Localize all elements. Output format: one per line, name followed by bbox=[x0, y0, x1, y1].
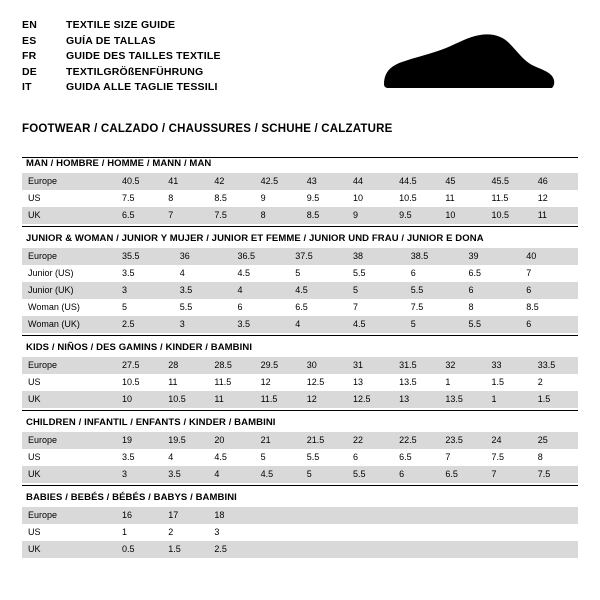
row-label: UK bbox=[22, 391, 116, 408]
cell: 6 bbox=[410, 268, 416, 278]
language-code: FR bbox=[22, 50, 37, 62]
language-row bbox=[22, 34, 221, 50]
cell: 17 bbox=[162, 507, 208, 524]
table-row bbox=[22, 248, 578, 265]
cell-empty bbox=[347, 541, 393, 558]
cell: 10 bbox=[439, 207, 485, 224]
cell-empty bbox=[255, 541, 301, 558]
cell: 24 bbox=[486, 432, 532, 449]
cell: 1 bbox=[122, 527, 128, 537]
cell: 11.5 bbox=[491, 193, 509, 203]
language-code: EN bbox=[22, 19, 37, 31]
row-label: Europe bbox=[22, 173, 116, 190]
cell-empty bbox=[532, 507, 578, 524]
cell: 3.5 bbox=[122, 268, 135, 278]
cell: 5.5 bbox=[353, 268, 366, 278]
cell: 6 bbox=[237, 302, 243, 312]
cell: 42 bbox=[208, 173, 254, 190]
cell: 2 bbox=[168, 527, 174, 537]
cell: 12.5 bbox=[347, 391, 393, 408]
cell: 5 bbox=[301, 466, 347, 483]
cell: 11 bbox=[445, 193, 455, 203]
group-divider bbox=[22, 485, 578, 486]
cell: 13.5 bbox=[399, 377, 417, 387]
cell: 5.5 bbox=[306, 452, 320, 462]
group-divider bbox=[22, 410, 578, 411]
cell-empty bbox=[486, 541, 532, 558]
cell: 0.5 bbox=[116, 541, 162, 558]
cell: 4.5 bbox=[237, 268, 251, 278]
cell: 33.5 bbox=[532, 357, 578, 374]
cell: 7.5 bbox=[208, 207, 254, 224]
row-label: UK bbox=[22, 207, 116, 224]
language-code: IT bbox=[22, 81, 32, 93]
cell: 9.5 bbox=[393, 207, 439, 224]
cell: 4.5 bbox=[289, 282, 347, 299]
cell-empty bbox=[301, 541, 347, 558]
table-row bbox=[22, 391, 578, 408]
cell: 25 bbox=[532, 432, 578, 449]
table-row bbox=[22, 432, 578, 449]
cell: 13.5 bbox=[439, 391, 485, 408]
cell: 4.5 bbox=[214, 452, 227, 462]
cell: 10.5 bbox=[486, 207, 532, 224]
cell: 41 bbox=[162, 173, 208, 190]
cell: 6 bbox=[463, 282, 521, 299]
cell: 7 bbox=[445, 452, 451, 462]
cell: 4 bbox=[208, 466, 254, 483]
cell: 40.5 bbox=[116, 173, 162, 190]
cell: 4 bbox=[179, 268, 185, 278]
cell: 10.5 bbox=[162, 391, 208, 408]
cell: 31 bbox=[347, 357, 393, 374]
row-label: Junior (UK) bbox=[22, 282, 116, 299]
cell: 32 bbox=[439, 357, 485, 374]
cell: 12 bbox=[260, 377, 271, 387]
language-row bbox=[22, 80, 221, 96]
cell-empty bbox=[439, 524, 485, 541]
row-label: Junior (US) bbox=[28, 268, 74, 278]
row-label: US bbox=[28, 377, 41, 387]
table-row bbox=[22, 282, 578, 299]
cell: 3 bbox=[116, 466, 162, 483]
cell: 21 bbox=[255, 432, 301, 449]
cell: 2.5 bbox=[208, 541, 254, 558]
cell: 35.5 bbox=[116, 248, 174, 265]
cell-empty bbox=[486, 524, 532, 541]
table-row bbox=[22, 265, 578, 282]
row-label: US bbox=[28, 527, 41, 537]
cell-empty bbox=[255, 524, 301, 541]
cell: 12 bbox=[537, 193, 548, 203]
cell: 4.5 bbox=[255, 466, 301, 483]
row-label: US bbox=[28, 193, 41, 203]
row-label: Europe bbox=[22, 248, 116, 265]
cell: 8 bbox=[255, 207, 301, 224]
language-row bbox=[22, 65, 221, 81]
cell: 31.5 bbox=[393, 357, 439, 374]
cell: 11 bbox=[208, 391, 254, 408]
group-title: JUNIOR & WOMAN / JUNIOR Y MUJER / JUNIOR ET FEMME / JUNIOR UND FRAU / JUNIOR E DONA bbox=[26, 233, 484, 244]
size-group-junior-woman bbox=[22, 233, 578, 336]
cell: 39 bbox=[463, 248, 521, 265]
cell-empty bbox=[393, 541, 439, 558]
cell: 45.5 bbox=[486, 173, 532, 190]
cell: 44 bbox=[347, 173, 393, 190]
cell: 19.5 bbox=[162, 432, 208, 449]
cell: 7.5 bbox=[491, 452, 505, 462]
cell: 9.5 bbox=[306, 193, 320, 203]
section-heading: FOOTWEAR / CALZADO / CHAUSSURES / SCHUHE / CALZATURE bbox=[22, 123, 393, 135]
table-row bbox=[22, 524, 578, 541]
size-table bbox=[22, 432, 578, 483]
table-row bbox=[22, 190, 578, 207]
cell: 23.5 bbox=[439, 432, 485, 449]
cell: 45 bbox=[439, 173, 485, 190]
cell: 42.5 bbox=[255, 173, 301, 190]
cell: 6.5 bbox=[468, 268, 482, 278]
cell-empty bbox=[255, 507, 301, 524]
cell: 7 bbox=[526, 268, 532, 278]
cell: 10.5 bbox=[399, 193, 417, 203]
cell: 10 bbox=[352, 193, 363, 203]
cell: 8.5 bbox=[214, 193, 227, 203]
table-row bbox=[22, 357, 578, 374]
cell: 9 bbox=[347, 207, 393, 224]
group-title: CHILDREN / INFANTIL / ENFANTS / KINDER / BAMBINI bbox=[26, 417, 276, 428]
table-row bbox=[22, 207, 578, 224]
cell: 11 bbox=[532, 207, 578, 224]
row-label: Woman (US) bbox=[28, 302, 80, 312]
cell: 3 bbox=[116, 282, 174, 299]
cell: 11.5 bbox=[255, 391, 301, 408]
cell: 3.5 bbox=[122, 452, 135, 462]
language-title: TEXTILGRÖßENFÜHRUNG bbox=[66, 65, 204, 78]
cell: 5 bbox=[260, 452, 266, 462]
cell: 38 bbox=[347, 248, 405, 265]
cell: 21.5 bbox=[301, 432, 347, 449]
size-table bbox=[22, 507, 578, 558]
cell: 5.5 bbox=[463, 316, 521, 333]
group-title: MAN / HOMBRE / HOMME / MANN / MAN bbox=[26, 158, 212, 169]
cell: 6.5 bbox=[399, 452, 412, 462]
size-group-babies bbox=[22, 492, 578, 558]
language-row bbox=[22, 18, 221, 34]
cell: 22 bbox=[347, 432, 393, 449]
cell: 28.5 bbox=[208, 357, 254, 374]
cell-empty bbox=[439, 507, 485, 524]
language-title: TEXTILE SIZE GUIDE bbox=[66, 19, 176, 31]
cell: 2 bbox=[537, 377, 543, 387]
cell: 6.5 bbox=[116, 207, 162, 224]
size-table bbox=[22, 173, 578, 224]
table-row bbox=[22, 173, 578, 190]
cell: 7 bbox=[162, 207, 208, 224]
cell: 11 bbox=[168, 377, 178, 387]
page-header bbox=[22, 18, 578, 105]
cell: 8 bbox=[468, 302, 474, 312]
cell: 6 bbox=[520, 282, 578, 299]
cell: 28 bbox=[162, 357, 208, 374]
cell: 33 bbox=[486, 357, 532, 374]
cell: 6 bbox=[520, 316, 578, 333]
cell: 6 bbox=[393, 466, 439, 483]
row-label: Europe bbox=[22, 432, 116, 449]
cell-empty bbox=[439, 541, 485, 558]
cell: 44.5 bbox=[393, 173, 439, 190]
cell: 12.5 bbox=[306, 377, 325, 387]
cell: 12 bbox=[301, 391, 347, 408]
cell: 11.5 bbox=[214, 377, 232, 387]
language-title-list bbox=[22, 18, 221, 96]
cell: 20 bbox=[208, 432, 254, 449]
cell: 46 bbox=[532, 173, 578, 190]
cell: 8 bbox=[537, 452, 543, 462]
cell: 10 bbox=[116, 391, 162, 408]
cell: 4 bbox=[232, 282, 290, 299]
table-row bbox=[22, 316, 578, 333]
language-title: GUIDA ALLE TAGLIE TESSILI bbox=[66, 81, 218, 93]
cell: 6.5 bbox=[295, 302, 308, 312]
cell-empty bbox=[393, 524, 439, 541]
dress-shoe-icon bbox=[376, 32, 556, 105]
row-label: Europe bbox=[22, 507, 116, 524]
size-group-kids bbox=[22, 342, 578, 411]
cell: 10.5 bbox=[122, 377, 140, 387]
table-row bbox=[22, 466, 578, 483]
language-title: GUIDE DES TAILLES TEXTILE bbox=[66, 50, 221, 62]
cell: 8 bbox=[168, 193, 174, 203]
row-label: Woman (UK) bbox=[22, 316, 116, 333]
cell: 36 bbox=[174, 248, 232, 265]
group-divider bbox=[22, 335, 578, 336]
cell: 5 bbox=[295, 268, 301, 278]
cell: 2.5 bbox=[116, 316, 174, 333]
cell: 3.5 bbox=[232, 316, 290, 333]
cell: 13 bbox=[352, 377, 363, 387]
cell: 7.5 bbox=[532, 466, 578, 483]
row-label: UK bbox=[22, 466, 116, 483]
table-row bbox=[22, 374, 578, 391]
size-group-man bbox=[22, 157, 578, 227]
cell: 4 bbox=[168, 452, 174, 462]
cell: 4 bbox=[289, 316, 347, 333]
language-code: ES bbox=[22, 34, 37, 47]
cell: 8.5 bbox=[526, 302, 539, 312]
size-table bbox=[22, 248, 578, 333]
cell: 8.5 bbox=[301, 207, 347, 224]
row-label: UK bbox=[22, 541, 116, 558]
cell: 18 bbox=[208, 507, 254, 524]
cell: 1 bbox=[486, 391, 532, 408]
table-row bbox=[22, 449, 578, 466]
language-row bbox=[22, 49, 221, 65]
cell: 5.5 bbox=[179, 302, 193, 312]
table-row bbox=[22, 541, 578, 558]
size-table bbox=[22, 357, 578, 408]
cell-empty bbox=[393, 507, 439, 524]
cell: 5.5 bbox=[405, 282, 463, 299]
cell: 4.5 bbox=[347, 316, 405, 333]
table-row bbox=[22, 507, 578, 524]
cell-empty bbox=[532, 541, 578, 558]
cell: 7 bbox=[353, 302, 359, 312]
cell: 22.5 bbox=[393, 432, 439, 449]
cell: 38.5 bbox=[405, 248, 463, 265]
cell: 13 bbox=[393, 391, 439, 408]
cell: 5.5 bbox=[347, 466, 393, 483]
language-code: DE bbox=[22, 65, 37, 78]
cell-empty bbox=[301, 507, 347, 524]
cell: 3 bbox=[174, 316, 232, 333]
cell-empty bbox=[532, 524, 578, 541]
cell: 3.5 bbox=[174, 282, 232, 299]
cell-empty bbox=[347, 524, 393, 541]
cell: 3 bbox=[214, 527, 220, 537]
cell: 7.5 bbox=[122, 193, 135, 203]
group-title: BABIES / BEBÉS / BÉBÉS / BABYS / BAMBINI bbox=[26, 492, 237, 503]
row-label: US bbox=[28, 452, 41, 462]
cell: 1 bbox=[445, 377, 451, 387]
group-divider bbox=[22, 226, 578, 227]
cell-empty bbox=[486, 507, 532, 524]
cell: 6 bbox=[352, 452, 358, 462]
cell-empty bbox=[301, 524, 347, 541]
cell: 5 bbox=[347, 282, 405, 299]
cell: 3.5 bbox=[162, 466, 208, 483]
cell: 1.5 bbox=[162, 541, 208, 558]
language-title: GUÍA DE TALLAS bbox=[66, 34, 156, 47]
size-group-children bbox=[22, 417, 578, 486]
cell: 30 bbox=[301, 357, 347, 374]
cell: 5 bbox=[122, 302, 128, 312]
cell: 6.5 bbox=[439, 466, 485, 483]
cell: 36.5 bbox=[232, 248, 290, 265]
cell: 7 bbox=[486, 466, 532, 483]
cell: 9 bbox=[260, 193, 266, 203]
table-row bbox=[22, 299, 578, 316]
cell: 1.5 bbox=[491, 377, 505, 387]
cell: 7.5 bbox=[410, 302, 424, 312]
cell: 29.5 bbox=[255, 357, 301, 374]
group-title: KIDS / NIÑOS / DES GAMINS / KINDER / BAMBINI bbox=[26, 342, 253, 353]
cell-empty bbox=[347, 507, 393, 524]
cell: 27.5 bbox=[116, 357, 162, 374]
cell: 5 bbox=[405, 316, 463, 333]
cell: 16 bbox=[116, 507, 162, 524]
row-label: Europe bbox=[22, 357, 116, 374]
cell: 1.5 bbox=[532, 391, 578, 408]
cell: 37.5 bbox=[289, 248, 347, 265]
cell: 40 bbox=[520, 248, 578, 265]
cell: 19 bbox=[116, 432, 162, 449]
cell: 43 bbox=[301, 173, 347, 190]
